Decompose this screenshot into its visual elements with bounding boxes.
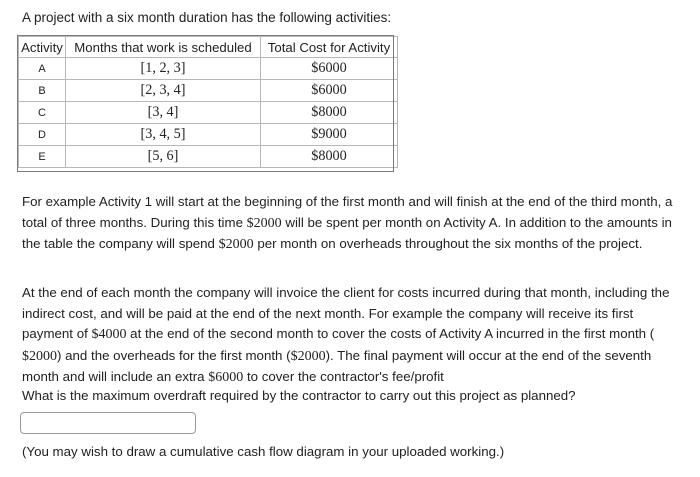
cost-cell: $8000 xyxy=(261,102,398,124)
para2-text-2: at the end of the second month to cover the costs of Activity A incurred in the first month ( xyxy=(126,326,655,342)
money-value: $6000 xyxy=(208,370,244,386)
para1-text-2: will be spent per month on Activity A. In addition to the amounts in the table the company will spend xyxy=(22,214,672,252)
activity-cell: A xyxy=(19,58,66,80)
table-header-row xyxy=(19,37,398,58)
cost-cell: $9000 xyxy=(261,124,398,146)
para2-text-4: ). The final payment will occur at the end of the seventh month and will include an extra xyxy=(22,347,652,385)
para2-text-1: At the end of each month the company will invoice the client for costs incurred during that month, including the indirect cost, and will be paid at the end of the next month. For example the company will receive its first payment of xyxy=(22,285,670,342)
activities-table xyxy=(18,36,398,168)
cost-cell: $6000 xyxy=(261,80,398,102)
table-row xyxy=(19,146,398,168)
header-months: Months that work is scheduled xyxy=(66,37,261,58)
table-row xyxy=(19,124,398,146)
months-cell: [5, 6] xyxy=(66,146,261,168)
answer-input[interactable] xyxy=(20,412,196,434)
months-cell: [1, 2, 3] xyxy=(66,58,261,80)
para2-text-5: to cover the contractor's fee/profit xyxy=(243,369,444,385)
table-row xyxy=(19,80,398,102)
activity-cell: E xyxy=(19,146,66,168)
header-activity: Activity xyxy=(19,37,66,58)
activity-cell: D xyxy=(19,124,66,146)
activity-cell: B xyxy=(19,80,66,102)
money-value: $2000 xyxy=(246,215,282,231)
table-row xyxy=(19,58,398,80)
months-cell: [3, 4] xyxy=(66,102,261,124)
paragraph-invoicing xyxy=(22,283,682,389)
months-cell: [2, 3, 4] xyxy=(66,80,261,102)
activity-cell: C xyxy=(19,102,66,124)
months-cell: [3, 4, 5] xyxy=(66,124,261,146)
para2-text-3: ) and the overheads for the first month ( xyxy=(57,347,291,363)
paragraph-example xyxy=(22,192,682,256)
hint-text: (You may wish to draw a cumulative cash flow diagram in your uploaded working.) xyxy=(22,444,505,459)
question-text: What is the maximum overdraft required by the contractor to carry out this project as planned? xyxy=(22,388,576,403)
intro-text: A project with a six month duration has the following activities: xyxy=(22,10,392,25)
money-value: $2000 xyxy=(22,348,57,364)
cost-cell: $6000 xyxy=(261,58,398,80)
para1-text-1: For example Activity 1 will start at the beginning of the first month and will finish at the end of the third month, a total of three months. During this time xyxy=(22,194,673,230)
money-value: $2000 xyxy=(290,348,326,364)
header-cost: Total Cost for Activity xyxy=(261,37,398,58)
para1-text-3: per month on overheads throughout the six months of the project. xyxy=(253,236,643,252)
table-row xyxy=(19,102,398,124)
cost-cell: $8000 xyxy=(261,146,398,168)
money-value: $2000 xyxy=(218,237,254,253)
money-value: $4000 xyxy=(91,327,127,343)
